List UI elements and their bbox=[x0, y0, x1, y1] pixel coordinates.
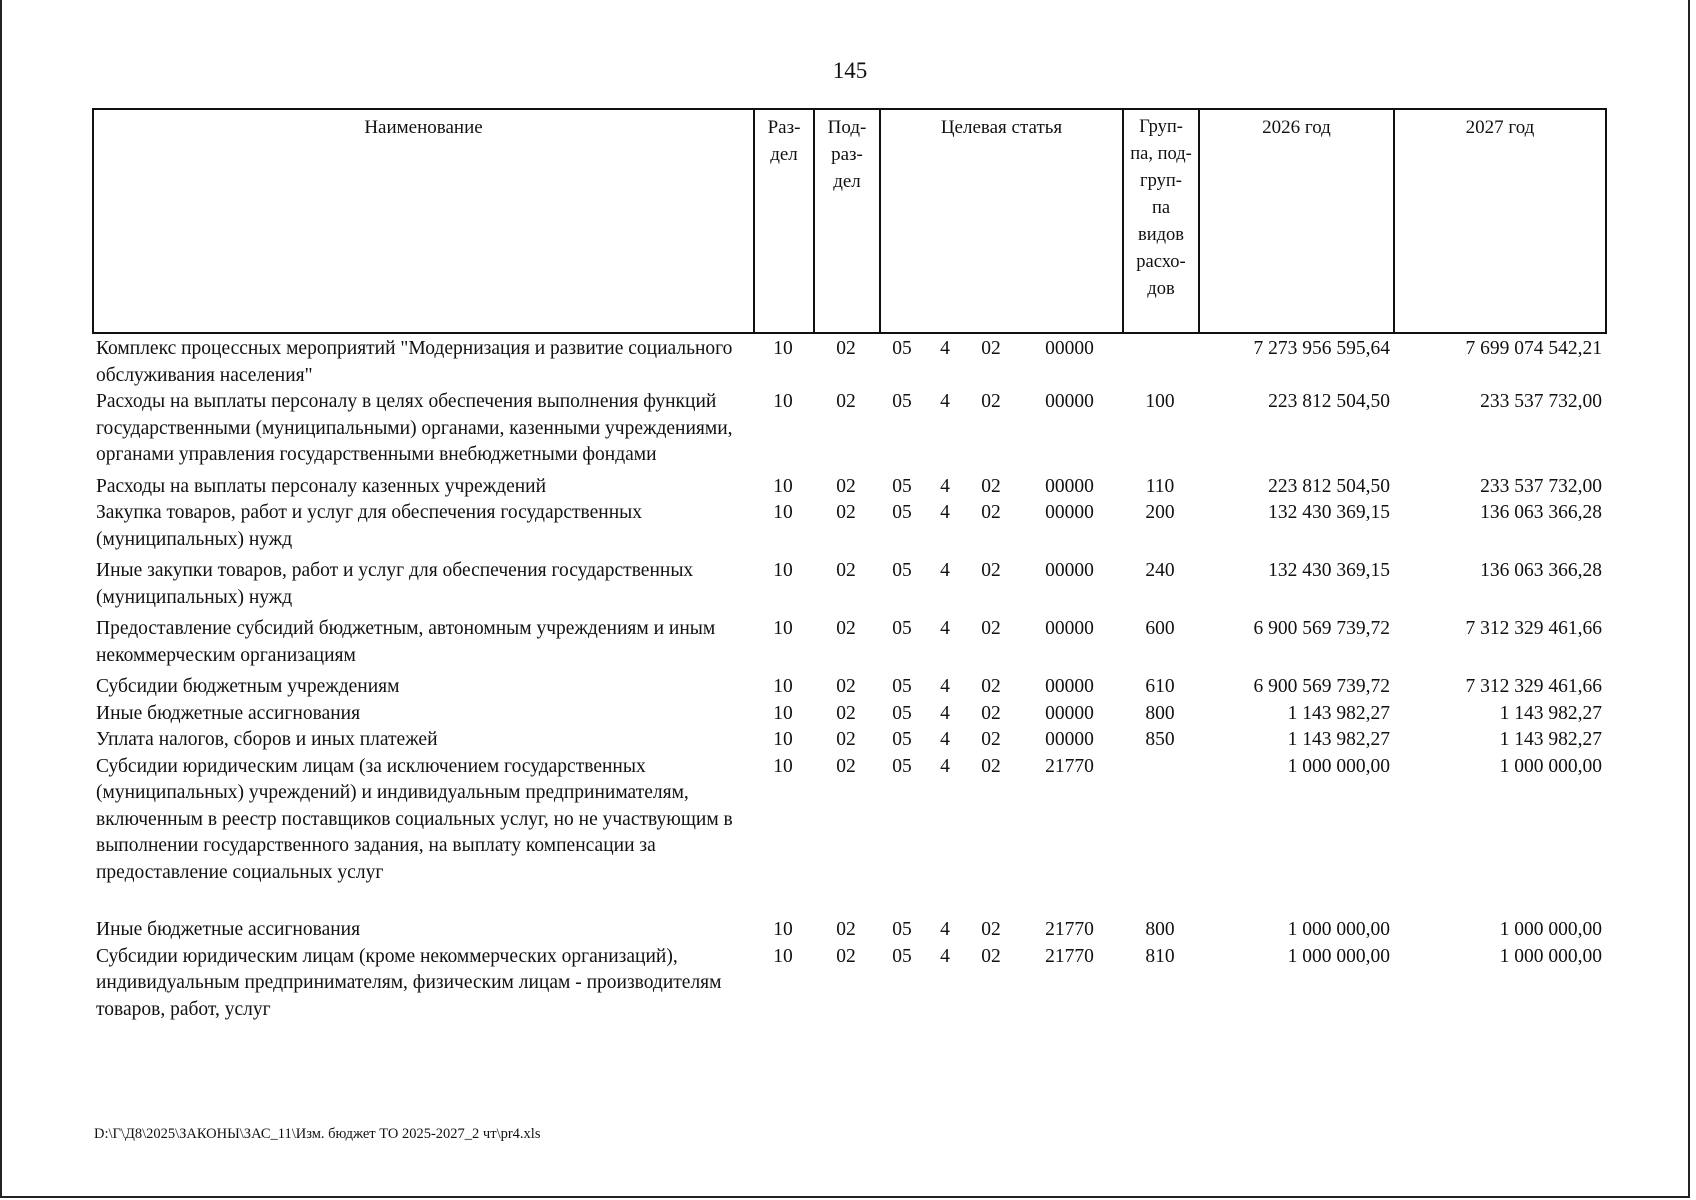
row-value-2026: 223 812 504,50 bbox=[1268, 475, 1390, 497]
row-vid-rashodov: 600 bbox=[1145, 618, 1175, 639]
row-value-2026: 7 273 956 595,64 bbox=[1253, 338, 1390, 359]
row-celevaya-2: 4 bbox=[940, 475, 950, 497]
row-vid-rashodov: 800 bbox=[1145, 702, 1175, 724]
row-celevaya-1: 05 bbox=[892, 919, 912, 940]
row-podrazdel: 02 bbox=[836, 919, 856, 940]
row-celevaya-2: 4 bbox=[940, 502, 950, 523]
budget-table bbox=[92, 336, 1605, 1023]
page-frame-left bbox=[0, 0, 2, 1198]
row-celevaya-1: 05 bbox=[892, 945, 912, 967]
row-celevaya-2: 4 bbox=[940, 391, 950, 412]
header-2027: 2027 год bbox=[1394, 109, 1606, 333]
row-name: Иные бюджетные ассигнования bbox=[96, 919, 361, 940]
row-value-2027: 7 312 329 461,66 bbox=[1465, 676, 1602, 697]
row-value-2026: 132 430 369,15 bbox=[1268, 502, 1390, 523]
row-value-2026: 6 900 569 739,72 bbox=[1253, 618, 1390, 639]
table-row bbox=[92, 558, 1605, 616]
row-celevaya-4: 00000 bbox=[1045, 676, 1094, 697]
row-podrazdel: 02 bbox=[836, 475, 856, 497]
row-podrazdel: 02 bbox=[836, 338, 856, 359]
row-value-2026: 1 000 000,00 bbox=[1287, 919, 1390, 940]
header-gruppa-vidov-rashodov: Груп- па, под- груп- па видов расхо- дов bbox=[1123, 109, 1199, 333]
header-razdel: Раз- дел bbox=[754, 109, 814, 333]
row-name: Уплата налогов, сборов и иных платежей bbox=[96, 729, 438, 750]
table-row bbox=[92, 944, 1605, 1024]
row-razdel: 10 bbox=[773, 676, 793, 697]
row-value-2026: 1 143 982,27 bbox=[1287, 729, 1390, 750]
row-value-2026: 1 000 000,00 bbox=[1287, 945, 1390, 967]
row-celevaya-2: 4 bbox=[940, 919, 950, 940]
row-name: Субсидии юридическим лицам (кроме некоммерческих организаций), индивидуальным предпринимателям, физическим лицам - производителям товаров, работ, услуг bbox=[96, 945, 722, 1020]
row-value-2026: 223 812 504,50 bbox=[1268, 391, 1390, 412]
row-celevaya-3: 02 bbox=[981, 391, 1001, 412]
row-razdel: 10 bbox=[773, 919, 793, 940]
row-vid-rashodov: 610 bbox=[1145, 676, 1175, 697]
row-celevaya-4: 00000 bbox=[1045, 702, 1094, 724]
row-celevaya-4: 00000 bbox=[1045, 618, 1094, 639]
row-value-2027: 1 000 000,00 bbox=[1499, 945, 1602, 967]
row-value-2027: 7 312 329 461,66 bbox=[1465, 618, 1602, 639]
row-podrazdel: 02 bbox=[836, 502, 856, 523]
row-celevaya-4: 21770 bbox=[1045, 919, 1094, 940]
row-name: Расходы на выплаты персоналу в целях обеспечения выполнения функций государственными (муниципальными) органами, казенными учреждениями, органами управления государственными внебюджетными фондами bbox=[96, 391, 733, 465]
row-celevaya-2: 4 bbox=[940, 755, 950, 777]
row-vid-rashodov bbox=[1122, 336, 1198, 389]
row-celevaya-3: 02 bbox=[981, 560, 1001, 581]
row-celevaya-1: 05 bbox=[892, 502, 912, 523]
row-vid-rashodov: 100 bbox=[1145, 391, 1175, 412]
row-celevaya-1: 05 bbox=[892, 338, 912, 359]
row-vid-rashodov bbox=[1122, 754, 1198, 918]
row-celevaya-1: 05 bbox=[892, 755, 912, 777]
page-frame-right bbox=[1688, 0, 1690, 1198]
footer-file-path: D:\Г\Д8\2025\ЗАКОНЫ\ЗАС_11\Изм. бюджет ТО 2025-2027_2 чт\pr4.xls bbox=[94, 1126, 541, 1142]
row-celevaya-2: 4 bbox=[940, 338, 950, 359]
table-header bbox=[92, 108, 1607, 334]
row-celevaya-4: 00000 bbox=[1045, 502, 1094, 523]
row-name: Предоставление субсидий бюджетным, автономным учреждениям и иным некоммерческим организациям bbox=[96, 618, 716, 666]
row-value-2027: 1 000 000,00 bbox=[1499, 919, 1602, 940]
row-celevaya-2: 4 bbox=[940, 945, 950, 967]
row-value-2027: 136 063 366,28 bbox=[1480, 502, 1602, 523]
row-value-2027: 136 063 366,28 bbox=[1480, 560, 1602, 581]
row-celevaya-3: 02 bbox=[981, 702, 1001, 724]
table-row bbox=[92, 474, 1605, 501]
row-value-2026: 6 900 569 739,72 bbox=[1253, 676, 1390, 697]
row-razdel: 10 bbox=[773, 560, 793, 581]
row-name: Закупка товаров, работ и услуг для обеспечения государственных (муниципальных) нужд bbox=[96, 502, 643, 550]
row-vid-rashodov: 800 bbox=[1145, 919, 1175, 940]
row-name: Субсидии бюджетным учреждениям bbox=[96, 676, 400, 697]
header-2026: 2026 год bbox=[1199, 109, 1394, 333]
row-celevaya-3: 02 bbox=[981, 502, 1001, 523]
table-row bbox=[92, 674, 1605, 701]
header-celevaya-statya: Целевая статья bbox=[880, 109, 1123, 333]
row-value-2027: 1 143 982,27 bbox=[1499, 702, 1602, 724]
row-podrazdel: 02 bbox=[836, 702, 856, 724]
row-celevaya-4: 00000 bbox=[1045, 475, 1094, 497]
row-celevaya-3: 02 bbox=[981, 475, 1001, 497]
row-celevaya-4: 00000 bbox=[1045, 560, 1094, 581]
page-frame-bottom bbox=[0, 1196, 1690, 1198]
row-name: Субсидии юридическим лицам (за исключением государственных (муниципальных) учреждений) и индивидуальным предпринимателям, включенным в реестр поставщиков социальных услуг, но не участвующим в выполнении государственного задания, на выплату компенсации за предоставление социальных услуг bbox=[96, 755, 733, 883]
row-celevaya-1: 05 bbox=[892, 618, 912, 639]
row-value-2027: 233 537 732,00 bbox=[1480, 475, 1602, 497]
row-celevaya-2: 4 bbox=[940, 676, 950, 697]
row-value-2026: 1 000 000,00 bbox=[1287, 755, 1390, 777]
row-razdel: 10 bbox=[773, 338, 793, 359]
header-name: Наименование bbox=[93, 109, 754, 333]
table-row bbox=[92, 500, 1605, 558]
row-celevaya-2: 4 bbox=[940, 560, 950, 581]
row-value-2027: 233 537 732,00 bbox=[1480, 391, 1602, 412]
row-celevaya-4: 00000 bbox=[1045, 338, 1094, 359]
row-name: Комплекс процессных мероприятий "Модернизация и развитие социального обслуживания населения" bbox=[96, 338, 733, 386]
row-celevaya-3: 02 bbox=[981, 945, 1001, 967]
row-celevaya-2: 4 bbox=[940, 702, 950, 724]
row-celevaya-1: 05 bbox=[892, 475, 912, 497]
row-value-2027: 1 143 982,27 bbox=[1499, 729, 1602, 750]
row-podrazdel: 02 bbox=[836, 755, 856, 777]
row-razdel: 10 bbox=[773, 729, 793, 750]
row-celevaya-3: 02 bbox=[981, 729, 1001, 750]
table-row bbox=[92, 616, 1605, 674]
row-celevaya-1: 05 bbox=[892, 391, 912, 412]
row-podrazdel: 02 bbox=[836, 729, 856, 750]
row-razdel: 10 bbox=[773, 702, 793, 724]
row-celevaya-2: 4 bbox=[940, 618, 950, 639]
table-row bbox=[92, 917, 1605, 944]
row-name: Иные бюджетные ассигнования bbox=[96, 702, 361, 724]
row-vid-rashodov: 850 bbox=[1145, 729, 1175, 750]
row-razdel: 10 bbox=[773, 391, 793, 412]
table-row bbox=[92, 727, 1605, 754]
row-podrazdel: 02 bbox=[836, 618, 856, 639]
row-name: Иные закупки товаров, работ и услуг для обеспечения государственных (муниципальных) нужд bbox=[96, 560, 694, 608]
row-value-2026: 132 430 369,15 bbox=[1268, 560, 1390, 581]
row-celevaya-3: 02 bbox=[981, 755, 1001, 777]
row-podrazdel: 02 bbox=[836, 676, 856, 697]
row-vid-rashodov: 240 bbox=[1145, 560, 1175, 581]
row-celevaya-1: 05 bbox=[892, 702, 912, 724]
row-celevaya-1: 05 bbox=[892, 560, 912, 581]
row-value-2026: 1 143 982,27 bbox=[1287, 702, 1390, 724]
row-celevaya-3: 02 bbox=[981, 676, 1001, 697]
row-vid-rashodov: 200 bbox=[1145, 502, 1175, 523]
header-podrazdel: Под- раз- дел bbox=[814, 109, 880, 333]
row-name: Расходы на выплаты персоналу казенных учреждений bbox=[96, 475, 547, 497]
table-row bbox=[92, 389, 1605, 474]
row-vid-rashodov: 110 bbox=[1145, 475, 1175, 497]
row-celevaya-4: 00000 bbox=[1045, 729, 1094, 750]
table-row bbox=[92, 336, 1605, 389]
row-razdel: 10 bbox=[773, 475, 793, 497]
row-celevaya-4: 00000 bbox=[1045, 391, 1094, 412]
row-celevaya-1: 05 bbox=[892, 729, 912, 750]
row-celevaya-3: 02 bbox=[981, 919, 1001, 940]
row-vid-rashodov: 810 bbox=[1145, 945, 1175, 967]
row-razdel: 10 bbox=[773, 618, 793, 639]
row-celevaya-3: 02 bbox=[981, 618, 1001, 639]
table-row bbox=[92, 754, 1605, 918]
row-podrazdel: 02 bbox=[836, 560, 856, 581]
row-celevaya-4: 21770 bbox=[1045, 945, 1094, 967]
row-podrazdel: 02 bbox=[836, 391, 856, 412]
row-razdel: 10 bbox=[773, 945, 793, 967]
row-celevaya-1: 05 bbox=[892, 676, 912, 697]
row-celevaya-2: 4 bbox=[940, 729, 950, 750]
row-value-2027: 1 000 000,00 bbox=[1499, 755, 1602, 777]
row-razdel: 10 bbox=[773, 755, 793, 777]
row-celevaya-4: 21770 bbox=[1045, 755, 1094, 777]
row-value-2027: 7 699 074 542,21 bbox=[1465, 338, 1602, 359]
row-podrazdel: 02 bbox=[836, 945, 856, 967]
row-celevaya-3: 02 bbox=[981, 338, 1001, 359]
page-number: 145 bbox=[832, 58, 868, 83]
table-row bbox=[92, 701, 1605, 728]
row-razdel: 10 bbox=[773, 502, 793, 523]
